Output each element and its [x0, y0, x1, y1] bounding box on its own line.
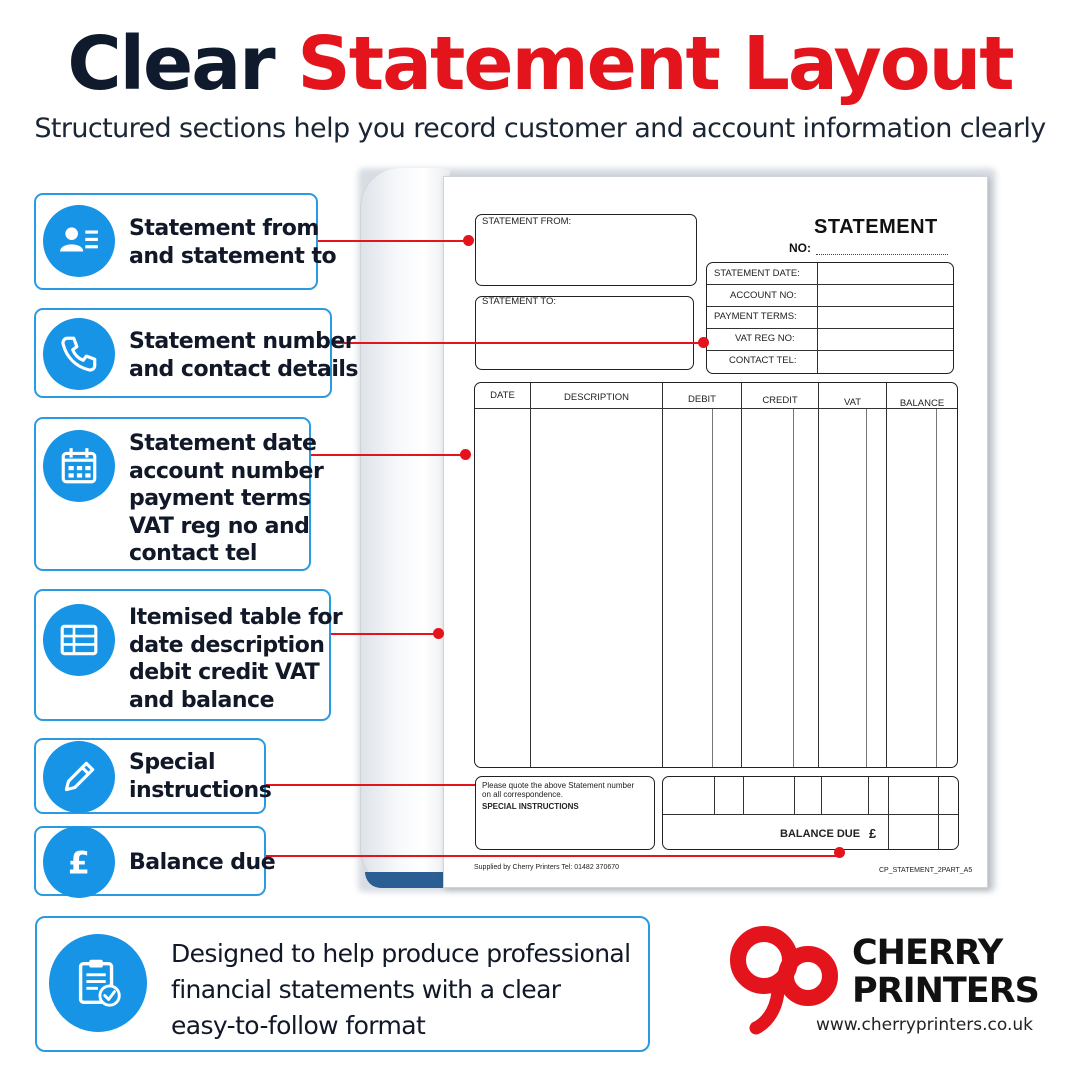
totals-column-line [938, 777, 939, 849]
statement-number-line [816, 254, 948, 255]
statement-number-label: NO: [789, 241, 811, 255]
connector-line [310, 454, 466, 456]
brand-url[interactable]: www.cherryprinters.co.uk [816, 1015, 1033, 1035]
connector-line [331, 342, 703, 344]
brand-name: CHERRY PRINTERS [852, 933, 1039, 1011]
column-header-credit: CREDIT [762, 395, 798, 406]
totals-column-line [868, 777, 869, 814]
table-subcolumn-line [793, 409, 794, 767]
supplier-note: Supplied by Cherry Printers Tel: 01482 370670 [474, 864, 620, 871]
feature-text-statement-number: Statement number and contact details [129, 329, 359, 382]
form-code: CP_STATEMENT_2PART_A5 [879, 867, 973, 874]
table-subcolumn-line [866, 409, 867, 767]
feature-text-balance-due: Balance due [129, 850, 276, 875]
column-header-date: DATE [490, 390, 515, 401]
summary-text: Designed to help produce professional financial statements with a clear easy-to-follow format [171, 939, 631, 1040]
phone-icon [43, 318, 115, 390]
contact-card-icon [43, 205, 115, 277]
currency-symbol: £ [869, 826, 877, 841]
clipboard-check-icon [49, 934, 147, 1032]
statement-to-box [475, 296, 694, 370]
connector-dot [834, 847, 845, 858]
column-header-description: DESCRIPTION [564, 392, 629, 403]
totals-column-line [821, 777, 822, 814]
statement-heading: STATEMENT [814, 216, 938, 238]
book-cover-edge [365, 872, 447, 888]
feature-text-special-instructions: Special instructions [129, 750, 272, 803]
totals-column-line [888, 777, 889, 849]
table-subcolumn-line [936, 409, 937, 767]
details-divider [817, 263, 818, 373]
payment-terms-label: PAYMENT TERMS: [714, 311, 797, 322]
connector-dot [460, 449, 471, 460]
book-page-curl [360, 168, 450, 888]
connector-line [265, 855, 840, 857]
table-column-line [818, 383, 819, 767]
totals-column-line [714, 777, 715, 814]
connector-line [330, 633, 438, 635]
table-column-line [741, 383, 742, 767]
table-column-line [530, 383, 531, 767]
statement-from-label: STATEMENT FROM: [482, 216, 572, 227]
table-column-line [662, 383, 663, 767]
connector-line [265, 784, 475, 786]
connector-dot [698, 337, 709, 348]
table-header-line [475, 408, 957, 409]
vat-reg-no-label: VAT REG NO: [735, 333, 795, 344]
pencil-icon [43, 741, 115, 813]
subtitle: Structured sections help you record customer and account information clearly [34, 113, 1046, 144]
special-instructions-label: SPECIAL INSTRUCTIONS [482, 802, 579, 811]
page-title [0, 18, 1080, 110]
quote-note-line-2: on all correspondence. [482, 790, 563, 799]
details-row-line [707, 284, 953, 285]
totals-column-line [794, 777, 795, 814]
connector-dot [433, 628, 444, 639]
title-part-1: Clear [67, 21, 274, 107]
statement-date-label: STATEMENT DATE: [714, 268, 800, 279]
statement-to-label: STATEMENT TO: [482, 296, 557, 307]
column-header-vat: VAT [843, 397, 862, 408]
calendar-icon [43, 430, 115, 502]
feature-text-statement-from-to: Statement from and statement to [129, 216, 337, 269]
column-header-debit: DEBIT [688, 394, 716, 405]
feature-text-itemised-table: Itemised table for date description debit credit VAT and balance [129, 605, 343, 713]
account-no-label: ACCOUNT NO: [730, 290, 797, 301]
feature-text-statement-details: Statement date account number payment terms VAT reg no and contact tel [129, 431, 324, 566]
table-icon [43, 604, 115, 676]
details-row-line [707, 328, 953, 329]
details-row-line [707, 306, 953, 307]
connector-dot [463, 235, 474, 246]
svg-text:£: £ [68, 845, 90, 882]
details-row-line [707, 350, 953, 351]
balance-due-label: BALANCE DUE [780, 828, 861, 840]
column-header-balance: BALANCE [899, 398, 945, 409]
connector-line [316, 240, 468, 242]
table-column-line [886, 383, 887, 767]
quote-note-line-1: Please quote the above Statement number [482, 781, 635, 790]
title-part-2: Statement Layout [297, 21, 1013, 107]
contact-tel-label: CONTACT TEL: [729, 355, 797, 366]
table-subcolumn-line [712, 409, 713, 767]
pound-icon [43, 826, 115, 898]
totals-column-line [743, 777, 744, 814]
totals-row-line [663, 814, 958, 815]
